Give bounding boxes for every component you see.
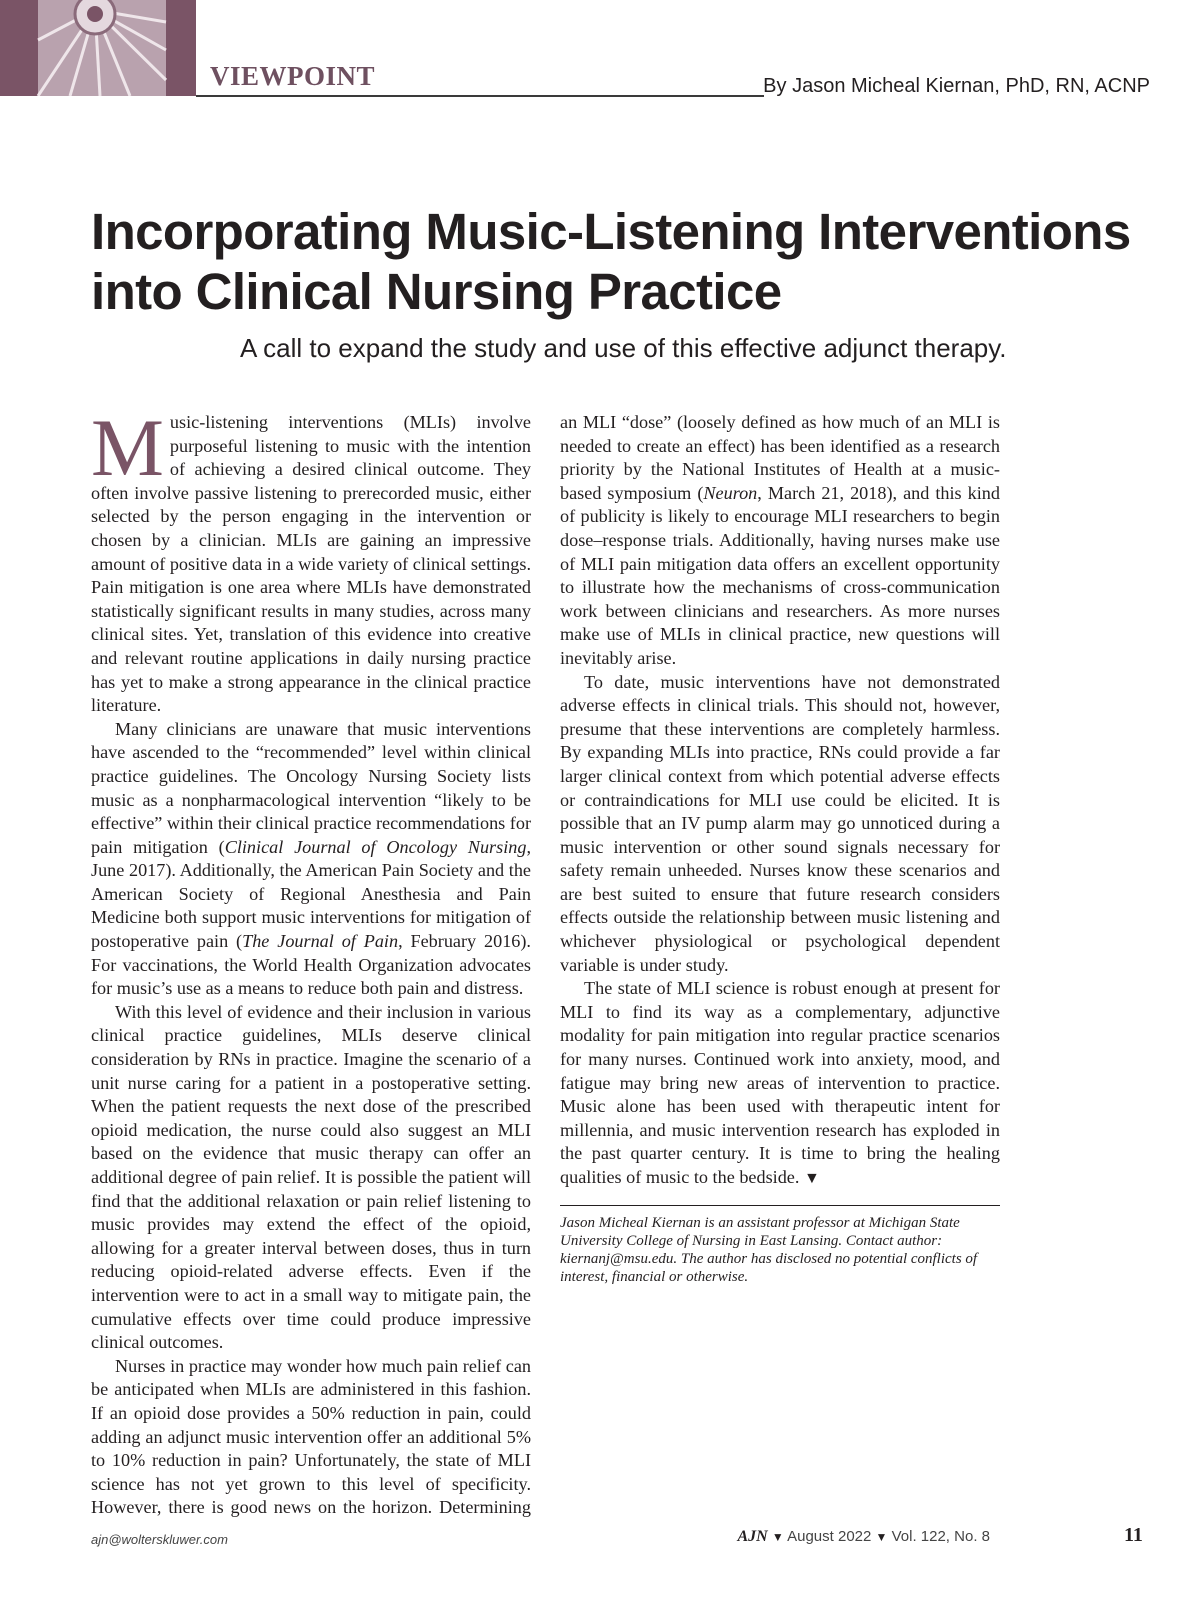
journal-name: AJN (737, 1528, 768, 1545)
end-mark-icon: ▼ (803, 1170, 820, 1187)
radial-lines-icon (0, 0, 196, 96)
header-divider (196, 95, 764, 97)
citation: Neuron (703, 482, 758, 503)
citation: The Journal of Pain (242, 931, 399, 952)
paragraph-3: With this level of evidence and their inclusion in various clinical practice guidelines, MLIs deserve clinical consideration by RNs in practice. Imagine the scenario of a unit nurse caring for a patient in a postoperative setting. When the patient requests the next dose of the prescribed opioid medication, the nurse could also suggest an MLI based on the evidence that music therapy can offer an additional degree of pain relief. It is possible the patient will find that the additional relaxation or pain relief listening to music provides may extend the effect of the opioid, allowing for a greater interval between doses, thus in turn reducing opioid-related adverse effects. Even if the intervention were to act in a small way to mitigate pain, the cumulative effects over time could produce impressive clinical outcomes. (91, 1001, 531, 1353)
citation: Clinical Journal of Oncology Nursing (224, 836, 527, 857)
article-title: Incorporating Music-Listening Interventions into Clinical Nursing Practice (91, 203, 1131, 320)
section-label: VIEWPOINT (210, 61, 376, 91)
paragraph-2: Many clinicians are unaware that music interventions have ascended to the “recommended” level within clinical practice guidelines. The Oncology Nursing Society lists music as a nonpharmacological intervention “likely to be effective” within their clinical practice recommendations for pain mitigation (Clinical Journal of Oncology Nursing, June 2017). Additionally, the American Pain Society and the American Society of Regional Anesthesia and Pain Medicine both support music interventions for mitigation of postoperative pain (The Journal of Pain, February 2016). For vaccinations, the World Health Organization advocates for music’s use as a means to reduce both pain and distress. (91, 718, 532, 999)
bio-divider (560, 1205, 1000, 1206)
triangle-icon: ▼ (771, 1530, 784, 1544)
footer-email: ajn@wolterskluwer.com (91, 1532, 228, 1547)
paragraph-6: The state of MLI science is robust enough at present for MLI to find its way as a complementary, adjunctive modality for pain mitigation into regular practice scenarios for many nurses. Continued work into anxiety, mood, and fatigue may bring new areas of intervention to practice. Music alone has been used with therapeutic intent for millennia, and music intervention research has exploded in the past quarter century. It is time to bring the healing qualities of music to the bedside. ▼ (560, 978, 1000, 1187)
author-bio: Jason Micheal Kiernan is an assistant professor at Michigan State University College of Nursing in East Lansing. Contact author: kiernanj@msu.edu. The author has disclosed no potential conflicts of interest, financial or otherwise. (560, 1214, 978, 1285)
paragraph-5: To date, music interventions have not demonstrated adverse effects in clinical trials. This should not, however, presume that these interventions are completely harmless. By expanding MLIs into practice, RNs could provide a far larger clinical context from which potential adverse effects or contraindications for MLI use could be elicited. It is possible that an IV pump alarm may go unnoticed during a music intervention or other sound signals necessary for safety remain unheeded. Nurses know these scenarios and are best suited to ensure that future research considers effects outside the relationship between music listening and whichever physiological or psychological dependent variable is under study. (560, 671, 1000, 975)
byline: By Jason Micheal Kiernan, PhD, RN, ACNP (763, 75, 1150, 97)
issue-date: August 2022 (787, 1528, 872, 1545)
paragraph-1: Music-listening interventions (MLIs) involve purposeful listening to music with the intention of achieving a desired clinical outcome. They often involve passive listening to prerecorded music, either selected by the person engaging in the intervention or chosen by a clinician. MLIs are gaining an impressive amount of positive data in a wide variety of clinical settings. Pain mitigation is one area where MLIs have demonstrated statistically significant results in many studies, across many clinical sites. Yet, translation of this evidence into creative and relevant routine applications in daily nursing practice has yet to make a strong appearance in the clinical practice literature. (91, 402, 531, 716)
footer-issue-info (737, 1528, 990, 1546)
triangle-icon: ▼ (875, 1530, 888, 1544)
article-subtitle: A call to expand the study and use of this effective adjunct therapy. (240, 333, 1007, 363)
drop-cap: M (91, 402, 164, 493)
section-logo (0, 0, 196, 96)
article-body (91, 402, 1000, 1531)
paragraph-4: Nurses in practice may wonder how much pain relief can be anticipated when MLIs are administered in this fashion. If an opioid dose provides a 50% reduction in pain, could adding an adjunct music intervention offer an additional 5% to 10% reduction in pain? Unfortunately, the state of MLI science has not yet grown to this level of specificity. However, there is good news on the horizon. Determining an MLI “dose” (loosely defined as how much of an MLI is needed to create an effect) has been identified as a research priority by the National Institutes of Health at a music-based symposium (Neuron, March 21, 2018), and this kind of publicity is likely to encourage MLI researchers to begin dose–response trials. Additionally, having nurses make use of MLI pain mitigation data offers an excellent opportunity to illustrate how the mechanisms of cross-communication work between clinicians and researchers. As more nurses make use of MLIs in clinical practice, new questions will inevitably arise. (91, 412, 1000, 1518)
page-number: 11 (1124, 1524, 1143, 1546)
issue-volume: Vol. 122, No. 8 (891, 1528, 990, 1545)
